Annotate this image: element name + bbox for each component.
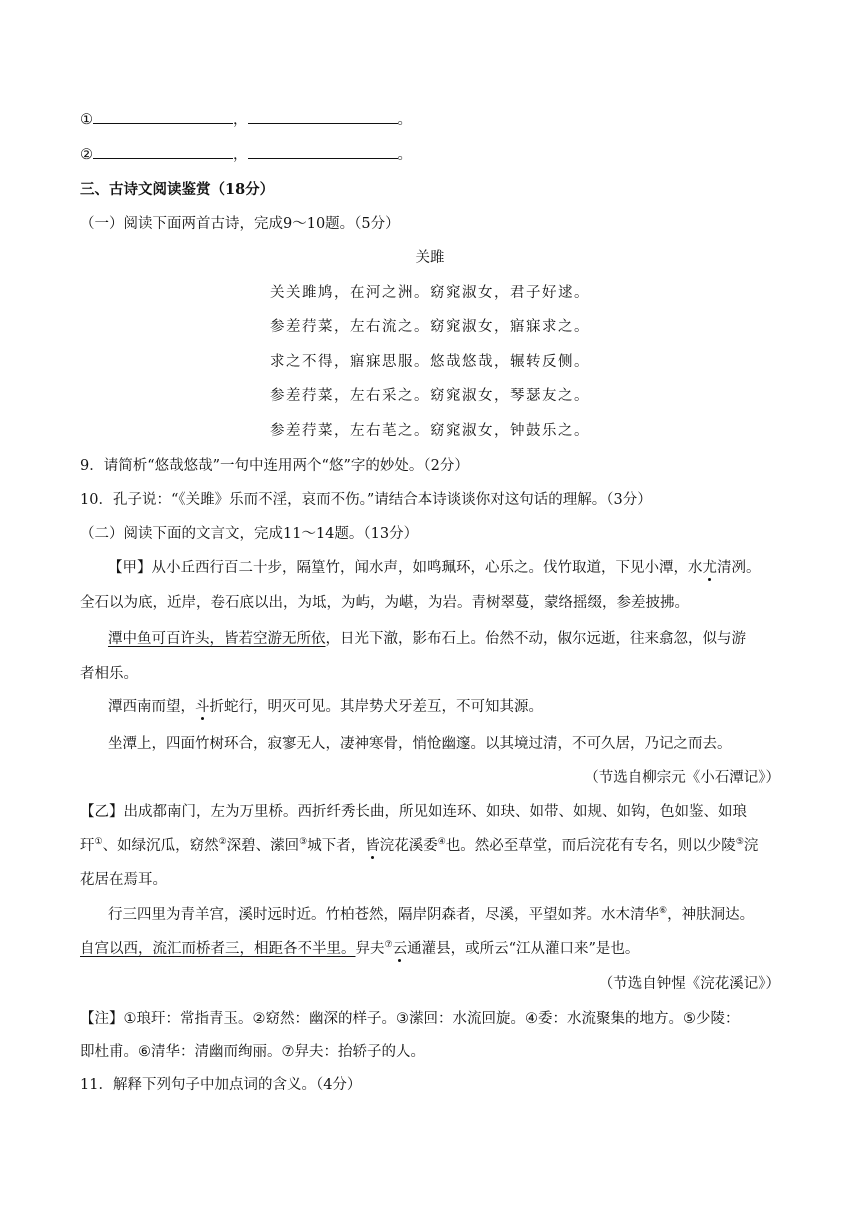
footnote-mark: ① xyxy=(94,837,103,847)
underlined-sentence: 潭中鱼可百许头，皆若空游无所依 xyxy=(108,631,326,647)
text: 通灌县，或所云“江从灌口来”是也。 xyxy=(407,941,640,957)
jia-paragraph-1-cont: 全石以为底，近岸，卷石底以出，为坻，为屿，为嵁，为岩。青树翠蔓，蒙络摇缀，参差披拂。 xyxy=(80,595,689,611)
text: 浣花溪委 xyxy=(379,838,438,854)
separator: ， xyxy=(233,112,248,128)
jia-source: （节选自柳宗元《小石潭记》） xyxy=(584,770,780,786)
poem-line: 参差荇菜，左右流之。窈窕淑女，寤寐求之。 xyxy=(270,319,590,335)
footnote-mark: ③ xyxy=(299,837,308,847)
yi-paragraph-1-cont xyxy=(80,836,758,856)
text: 城下者， xyxy=(307,838,366,854)
poem-title: 关雎 xyxy=(415,250,445,266)
text: ，神肤洞达。 xyxy=(667,907,755,923)
text: 玕 xyxy=(80,838,95,854)
part1-intro: （一）阅读下面两首古诗，完成9～10题。（5分） xyxy=(80,216,400,232)
text: 、如绿沉瓜，窈然 xyxy=(102,838,219,854)
blank-number: ② xyxy=(80,147,93,163)
section-title: 三、古诗文阅读鉴赏（18分） xyxy=(80,181,275,198)
part2-intro: （二）阅读下面的文言文，完成11～14题。（13分） xyxy=(80,526,419,542)
text: 浣 xyxy=(743,838,759,854)
answer-blank[interactable] xyxy=(248,109,398,124)
text: 潭西南而望， xyxy=(108,699,195,715)
jia-paragraph-2-cont: 者相乐。 xyxy=(80,666,138,682)
poem-line: 参差荇菜，左右芼之。窈窕淑女，钟鼓乐之。 xyxy=(270,423,590,439)
question-11: 11．解释下列句子中加点词的含义。（4分） xyxy=(80,1077,362,1093)
answer-blank[interactable] xyxy=(248,144,398,159)
text: 深碧、潆回 xyxy=(226,838,300,854)
period: 。 xyxy=(397,112,412,128)
footnote-mark: ⑤ xyxy=(735,837,744,847)
text: 【甲】从小丘西行百二十步，隔篁竹，闻水声，如鸣珮环，心乐之。伐竹取道，下见小潭，水 xyxy=(108,560,703,576)
yi-source: （节选自钟惺《浣花溪记》） xyxy=(598,976,780,992)
separator: ， xyxy=(233,147,248,163)
question-9: 9．请简析“悠哉悠哉”一句中连用两个“悠”字的妙处。（2分） xyxy=(80,458,469,474)
dotted-word: 云 xyxy=(392,941,408,957)
yi-paragraph-2-cont xyxy=(80,939,639,959)
question-10: 10．孔子说：“《关雎》乐而不淫，哀而不伤。”请结合本诗谈谈你对这句话的理解。（3分） xyxy=(80,492,652,508)
blank-number: ① xyxy=(80,112,93,128)
footnote-mark: ② xyxy=(218,837,227,847)
dotted-word: 斗 xyxy=(195,699,210,715)
period: 。 xyxy=(397,147,412,163)
footnote-mark: ⑦ xyxy=(384,940,393,950)
jia-paragraph-1 xyxy=(108,558,761,578)
footnote-mark: ⑥ xyxy=(659,906,668,916)
text: 舁夫 xyxy=(355,941,385,957)
blank-line-2 xyxy=(80,144,412,165)
notes-line-2: 即杜甫。⑥清华：清幽而绚丽。⑦舁夫：抬轿子的人。 xyxy=(80,1044,425,1060)
poem-line: 参差荇菜，左右采之。窈窕淑女，琴瑟友之。 xyxy=(270,388,590,404)
notes-line-1: 【注】①琅玕：常指青玉。②窈然：幽深的样子。③潆回：水流回旋。④委：水流聚集的地方。⑤少陵： xyxy=(80,1011,740,1027)
poem-line: 求之不得，寤寐思服。悠哉悠哉，辗转反侧。 xyxy=(270,354,590,370)
answer-blank[interactable] xyxy=(93,144,233,159)
text: 行三四里为青羊宫，溪时远时近。竹柏苍然，隔岸阴森者，尽溪，平望如荠。水木清华 xyxy=(108,907,659,923)
underlined-sentence: 自宫以西，流汇而桥者三，相距各不半里。 xyxy=(80,941,356,957)
yi-paragraph-1: 【乙】出成都南门，左为万里桥。西折纤秀长曲，所见如连环、如玦、如带、如规、如钩，色如鉴、如琅 xyxy=(80,804,747,820)
blank-line-1 xyxy=(80,109,412,130)
footnote-mark: ④ xyxy=(437,837,446,847)
dotted-word: 尤 xyxy=(702,560,717,576)
jia-paragraph-3 xyxy=(108,697,543,717)
text: 折蛇行，明灭可见。其岸势犬牙差互，不可知其源。 xyxy=(209,699,543,715)
yi-paragraph-1-end: 花居在焉耳。 xyxy=(80,872,167,888)
text: ，日光下澈，影布石上。佁然不动，俶尔远逝，往来翕忽，似与游 xyxy=(325,631,746,647)
jia-paragraph-2 xyxy=(108,629,746,649)
dotted-word: 皆 xyxy=(365,838,380,854)
poem-line: 关关雎鸠，在河之洲。窈窕淑女，君子好逑。 xyxy=(270,285,590,301)
jia-paragraph-4: 坐潭上，四面竹树环合，寂寥无人，凄神寒骨，悄怆幽邃。以其境过清，不可久居，乃记之而去。 xyxy=(108,736,732,752)
answer-blank[interactable] xyxy=(93,109,233,124)
text: 也。然必至草堂，而后浣花有专名，则以少陵 xyxy=(445,838,736,854)
yi-paragraph-2 xyxy=(108,905,754,925)
text: 清冽。 xyxy=(717,560,761,576)
